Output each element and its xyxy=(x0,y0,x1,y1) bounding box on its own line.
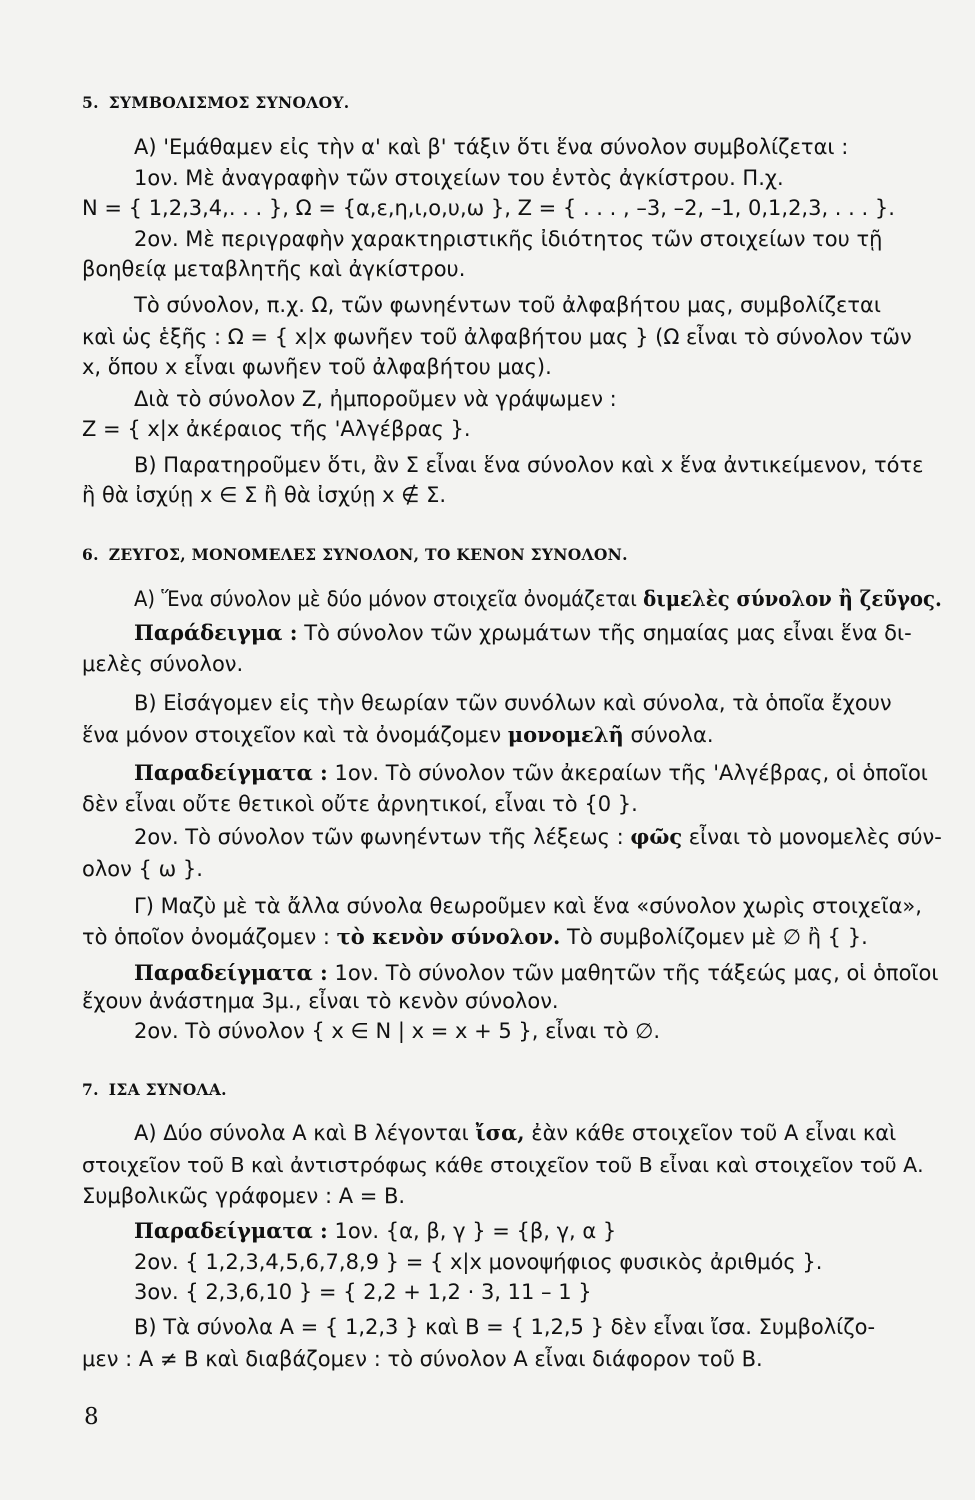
text-span: ἕνα μόνον στοιχεῖον καὶ τὰ ὀνομάζομεν xyxy=(82,723,508,747)
section-number: 6. xyxy=(82,545,99,564)
paragraph-line: Α) 'Εμάθαμεν εἰς τὴν α' καὶ β' τάξιν ὅτι ἕνα σύνολον συμβολίζεται : xyxy=(134,135,849,159)
section-6-heading xyxy=(82,540,628,570)
text-span: 1ον. Τὸ σύνολον τῶν ἀκεραίων τῆς 'Αλγέβρας, οἱ ὁποῖοι xyxy=(327,761,928,785)
section-number: 5. xyxy=(82,93,99,112)
formula-line: N = { 1,2,3,4,. . . }, Ω = {α,ε,η,ι,ο,υ,ω }, Z = { . . . , –3, –2, –1, 0,1,2,3, . . . }. xyxy=(82,196,895,220)
formula-line: 3ον. { 2,3,6,10 } = { 2,2 + 1,2 · 3, 11 – 1 } xyxy=(134,1280,592,1304)
paragraph-line: Τὸ σύνολον, π.χ. Ω, τῶν φωνηέντων τοῦ ἀλφαβήτου μας, συμβολίζεται xyxy=(134,293,881,317)
text-span: τὸ ὁποῖον ὀνομάζομεν : xyxy=(82,925,337,949)
section-title: ΣΥΜΒΟΛΙΣΜΟΣ ΣΥΝΟΛΟΥ. xyxy=(108,93,350,112)
paragraph-line: 1ον. Μὲ ἀναγραφὴν τῶν στοιχείων του ἐντὸς ἀγκίστρου. Π.χ. xyxy=(134,166,784,190)
bold-term: μονομελῆ xyxy=(507,722,624,747)
text-span: ἐὰν κάθε στοιχεῖον τοῦ Α εἶναι καὶ xyxy=(524,1121,897,1145)
section-5-heading xyxy=(82,88,350,118)
text-span: 1ον. {α, β, γ } = {β, γ, α } xyxy=(327,1219,617,1243)
paragraph-line: 2ον. Τὸ σύνολον { x ∈ N | x = x + 5 }, εἶναι τὸ ∅. xyxy=(134,1019,661,1043)
paragraph-line: ἔχουν ἀνάστημα 3μ., εἶναι τὸ κενὸν σύνολον. xyxy=(82,989,559,1013)
paragraph-line: καὶ ὡς ἑξῆς : Ω = { x|x φωνῆεν τοῦ ἀλφαβήτου μας } (Ω εἶναι τὸ σύνολον τῶν xyxy=(82,325,912,349)
bold-label: Παραδείγματα : xyxy=(134,1218,328,1243)
formula-line: Z = { x|x ἀκέραιος τῆς 'Αλγέβρας }. xyxy=(82,417,471,441)
paragraph-line: Συμβολικῶς γράφομεν : Α = Β. xyxy=(82,1184,406,1208)
paragraph-line: Διὰ τὸ σύνολον Z, ἠμποροῦμεν νὰ γράψωμεν : xyxy=(134,387,617,411)
paragraph-line: Β) Εἰσάγομεν εἰς τὴν θεωρίαν τῶν συνόλων καὶ σύνολα, τὰ ὁποῖα ἔχουν xyxy=(134,691,892,715)
paragraph-line: 2ον. Μὲ περιγραφὴν χαρακτηριστικῆς ἰδιότητος τῶν στοιχείων του τῇ xyxy=(134,227,883,251)
bold-term: τὸ κενὸν σύνολον. xyxy=(336,924,561,949)
paragraph-line: x, ὅπου x εἶναι φωνῆεν τοῦ ἀλφαβήτου μας). xyxy=(82,355,552,379)
paragraph-line xyxy=(82,720,714,750)
paragraph-line xyxy=(134,1216,616,1246)
section-title: ΖΕΥΓΟΣ, ΜΟΝΟΜΕΛΕΣ ΣΥΝΟΛΟΝ, ΤΟ ΚΕΝΟΝ ΣΥΝΟΛΟΝ. xyxy=(108,545,628,564)
paragraph-line xyxy=(134,822,942,852)
paragraph-line xyxy=(134,758,928,788)
paragraph-line: δὲν εἶναι οὔτε θετικοὶ οὔτε ἀρνητικοί, εἶναι τὸ {0 }. xyxy=(82,792,638,816)
bold-label: Παραδείγματα : xyxy=(134,760,328,785)
section-number: 7. xyxy=(82,1080,99,1099)
text-span: Τὸ συμβολίζομεν μὲ ∅ ἢ { }. xyxy=(560,925,868,949)
paragraph-line: Γ) Μαζὺ μὲ τὰ ἄλλα σύνολα θεωροῦμεν καὶ ἕνα «σύνολον χωρὶς στοιχεῖα», xyxy=(134,894,922,918)
text-span: Τὸ σύνολον τῶν χρωμάτων τῆς σημαίας μας εἶναι ἕνα δι- xyxy=(297,621,912,645)
page-number: 8 xyxy=(84,1404,99,1430)
paragraph-line xyxy=(134,1118,896,1148)
text-span: 1ον. Τὸ σύνολον τῶν μαθητῶν τῆς τάξεώς μας, οἱ ὁποῖοι xyxy=(327,961,939,985)
paragraph-line xyxy=(134,584,942,614)
paragraph-line: Β) Παρατηροῦμεν ὅτι, ἂν Σ εἶναι ἕνα σύνολον καὶ x ἕνα ἀντικείμενον, τότε xyxy=(134,453,924,477)
section-title: ΙΣΑ ΣΥΝΟΛΑ. xyxy=(108,1080,227,1099)
bold-label: Παραδείγματα : xyxy=(134,960,328,985)
paragraph-line: Β) Τὰ σύνολα Α = { 1,2,3 } καὶ Β = { 1,2,5 } δὲν εἶναι ἴσα. Συμβολίζο- xyxy=(134,1315,876,1339)
paragraph-line xyxy=(134,958,938,988)
bold-label: Παράδειγμα : xyxy=(134,620,298,645)
paragraph-line: ολον { ω }. xyxy=(82,857,203,881)
text-span: Α) Ἕνα σύνολον μὲ δύο μόνον στοιχεῖα ὀνομάζεται xyxy=(134,587,644,611)
text-span: Α) Δύο σύνολα Α καὶ Β λέγονται xyxy=(134,1121,476,1145)
bold-term: φῶς xyxy=(630,824,683,849)
bold-term: ἴσα, xyxy=(475,1120,525,1145)
paragraph-line: στοιχεῖον τοῦ Β καὶ ἀντιστρόφως κάθε στοιχεῖον τοῦ Β εἶναι καὶ στοιχεῖον τοῦ Α. xyxy=(82,1153,924,1177)
paragraph-line xyxy=(134,618,912,648)
paragraph-line: μεν : Α ≠ Β καὶ διαβάζομεν : τὸ σύνολον Α εἶναι διάφορον τοῦ Β. xyxy=(82,1347,763,1371)
paragraph-line: βοηθείᾳ μεταβλητῆς καὶ ἀγκίστρου. xyxy=(82,257,466,281)
formula-line: 2ον. { 1,2,3,4,5,6,7,8,9 } = { x|x μονοψήφιος φυσικὸς ἀριθμός }. xyxy=(134,1250,823,1274)
section-7-heading xyxy=(82,1075,227,1105)
paragraph-line xyxy=(82,922,868,952)
paragraph-line: μελὲς σύνολον. xyxy=(82,652,244,676)
text-span: σύνολα. xyxy=(623,723,714,747)
text-span: εἶναι τὸ μονομελὲς σύν- xyxy=(682,825,942,849)
text-span: 2ον. Τὸ σύνολον τῶν φωνηέντων τῆς λέξεως : xyxy=(134,825,631,849)
bold-term: διμελὲς σύνολον ἢ ζεῦγος. xyxy=(643,586,942,611)
paragraph-line: ἢ θὰ ἰσχύῃ x ∈ Σ ἢ θὰ ἰσχύῃ x ∉ Σ. xyxy=(82,483,447,507)
